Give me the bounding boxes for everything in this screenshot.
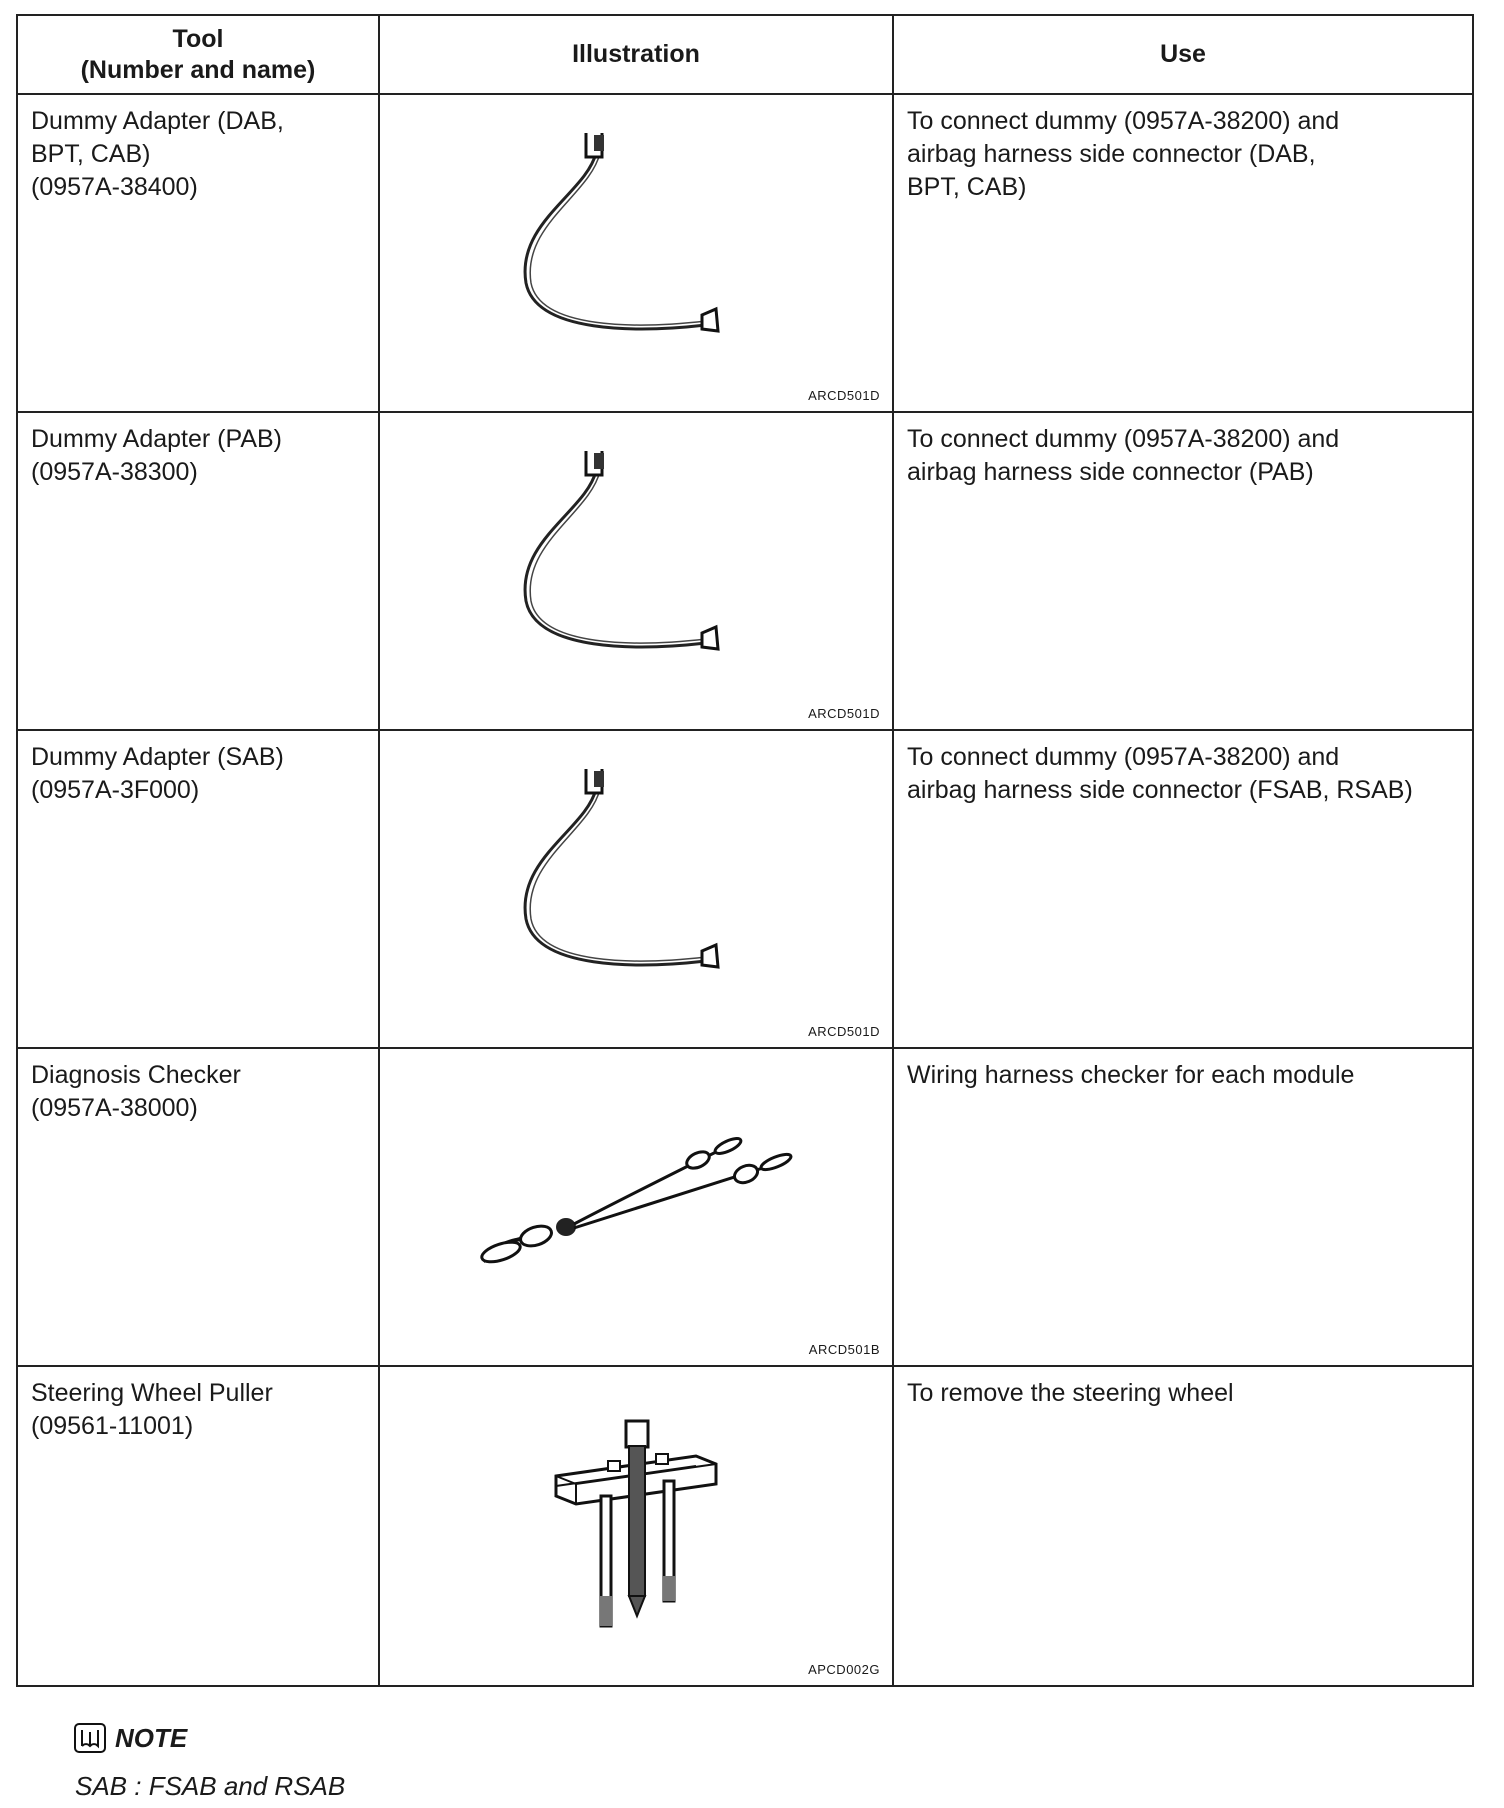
table-row [18,95,1472,413]
table-row [18,1367,1472,1685]
tool-name: Dummy Adapter (PAB) (0957A-38300) [18,413,380,729]
header-tool [18,16,380,93]
note-label: NOTE [115,1722,188,1753]
illustration-code: ARCD501D [808,706,880,721]
special-tools-table [16,14,1474,1687]
dummy-adapter-cable-icon [516,769,756,1009]
tool-use: To connect dummy (0957A-38200) and airbag harness side connector (PAB) [907,425,1340,486]
tool-use: To remove the steering wheel [907,1379,1234,1407]
diagnosis-checker-harness-icon [466,1122,806,1292]
header-use: Use [1160,40,1206,68]
tool-use: To connect dummy (0957A-38200) and airbag harness side connector (DAB, BPT, CAB) [907,107,1340,201]
book-icon [73,1722,107,1754]
illustration-cell [380,731,894,1047]
steering-wheel-puller-icon [546,1416,726,1636]
header-tool-text: Tool (Number and name) [80,24,316,84]
dummy-adapter-cable-icon [516,133,756,373]
header-illustration: Illustration [380,16,894,93]
note-heading [73,1722,187,1754]
table-header-row [18,16,1472,95]
illustration-code: APCD002G [808,1662,880,1677]
tool-name: Steering Wheel Puller (09561-11001) [18,1367,380,1685]
tool-name: Dummy Adapter (DAB, BPT, CAB) (0957A-38400) [18,95,380,411]
illustration-code: ARCD501D [808,388,880,403]
illustration-cell [380,1367,894,1685]
tool-use: Wiring harness checker for each module [907,1061,1355,1089]
tool-use: To connect dummy (0957A-38200) and airbag harness side connector (FSAB, RSAB) [907,743,1413,804]
illustration-cell [380,413,894,729]
illustration-code: ARCD501D [808,1024,880,1039]
table-row [18,1049,1472,1367]
tool-name: Dummy Adapter (SAB) (0957A-3F000) [18,731,380,1047]
tool-name: Diagnosis Checker (0957A-38000) [18,1049,380,1365]
dummy-adapter-cable-icon [516,451,756,691]
illustration-cell [380,95,894,411]
table-row [18,731,1472,1049]
table-row [18,413,1472,731]
note-text: SAB : FSAB and RSAB [75,1771,346,1801]
illustration-cell [380,1049,894,1365]
illustration-code: ARCD501B [808,1342,880,1357]
